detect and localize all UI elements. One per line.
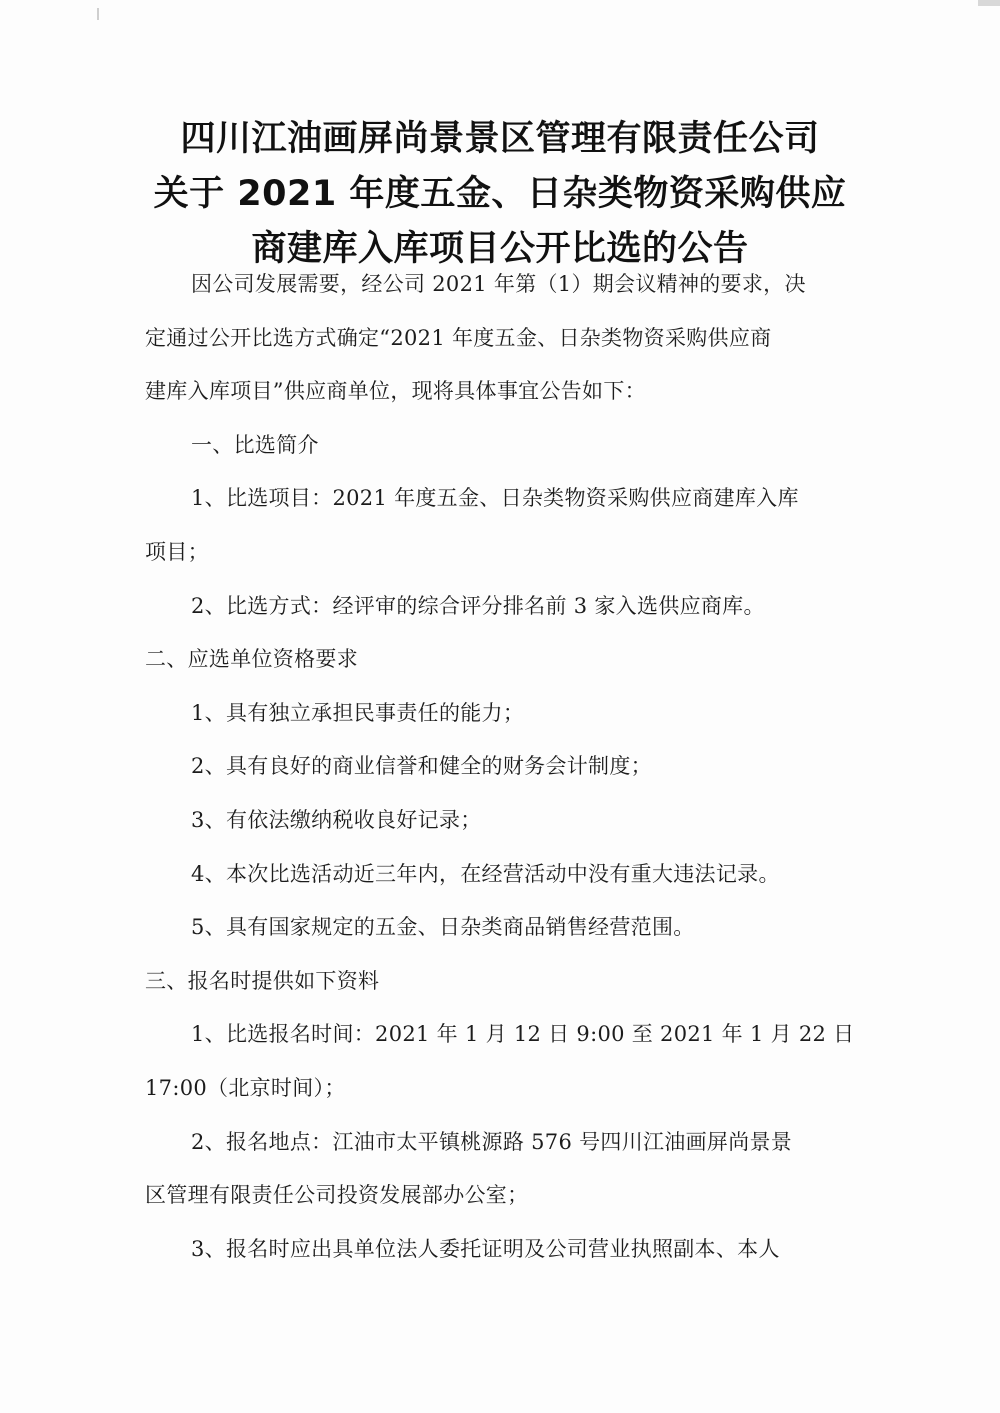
body-line: 项目； xyxy=(145,539,209,564)
title-line: 关于 2021 年度五金、日杂类物资采购供应 xyxy=(153,174,847,214)
body-line: 3、报名时应出具单位法人委托证明及公司营业执照副本、本人 xyxy=(191,1236,780,1261)
scan-mark-top xyxy=(97,8,99,20)
body-line: 17:00（北京时间）； xyxy=(145,1075,346,1100)
body-line: 二、应选单位资格要求 xyxy=(145,647,358,672)
body-line: 1、具有独立承担民事责任的能力； xyxy=(191,700,525,725)
title-line: 四川江油画屏尚景景区管理有限责任公司 xyxy=(180,119,820,159)
body-line: 5、具有国家规定的五金、日杂类商品销售经营范围。 xyxy=(191,915,695,940)
document-title xyxy=(100,112,900,277)
body-line: 区管理有限责任公司投资发展部办公室； xyxy=(145,1183,529,1208)
body-line: 2、比选方式：经评审的综合评分排名前 3 家入选供应商库。 xyxy=(191,593,765,618)
body-line: 因公司发展需要，经公司 2021 年第（1）期会议精神的要求，决 xyxy=(191,272,806,296)
body-line: 三、报名时提供如下资料 xyxy=(145,968,380,993)
body-line: 1、比选项目：2021 年度五金、日杂类物资采购供应商建库入库 xyxy=(191,486,799,511)
body-line: 定通过公开比选方式确定“2021 年度五金、日杂类物资采购供应商 xyxy=(145,325,772,350)
body-line: 1、比选报名时间：2021 年 1 月 12 日 9:00 至 2021 年 1 月 22 日 xyxy=(191,1022,855,1047)
document-body xyxy=(145,258,855,1276)
body-line: 2、报名地点：江油市太平镇桃源路 576 号四川江油画屏尚景景 xyxy=(191,1129,793,1154)
body-line: 2、具有良好的商业信誉和健全的财务会计制度； xyxy=(191,754,652,779)
title-line: 商建库入库项目公开比选的公告 xyxy=(251,229,749,269)
body-line: 4、本次比选活动近三年内，在经营活动中没有重大违法记录。 xyxy=(191,861,780,886)
body-line: 3、有依法缴纳税收良好记录； xyxy=(191,807,482,832)
body-line: 一、比选简介 xyxy=(191,432,319,457)
scan-mark-corner xyxy=(978,0,1000,6)
body-line: 建库入库项目”供应商单位，现将具体事宜公告如下： xyxy=(145,379,646,404)
